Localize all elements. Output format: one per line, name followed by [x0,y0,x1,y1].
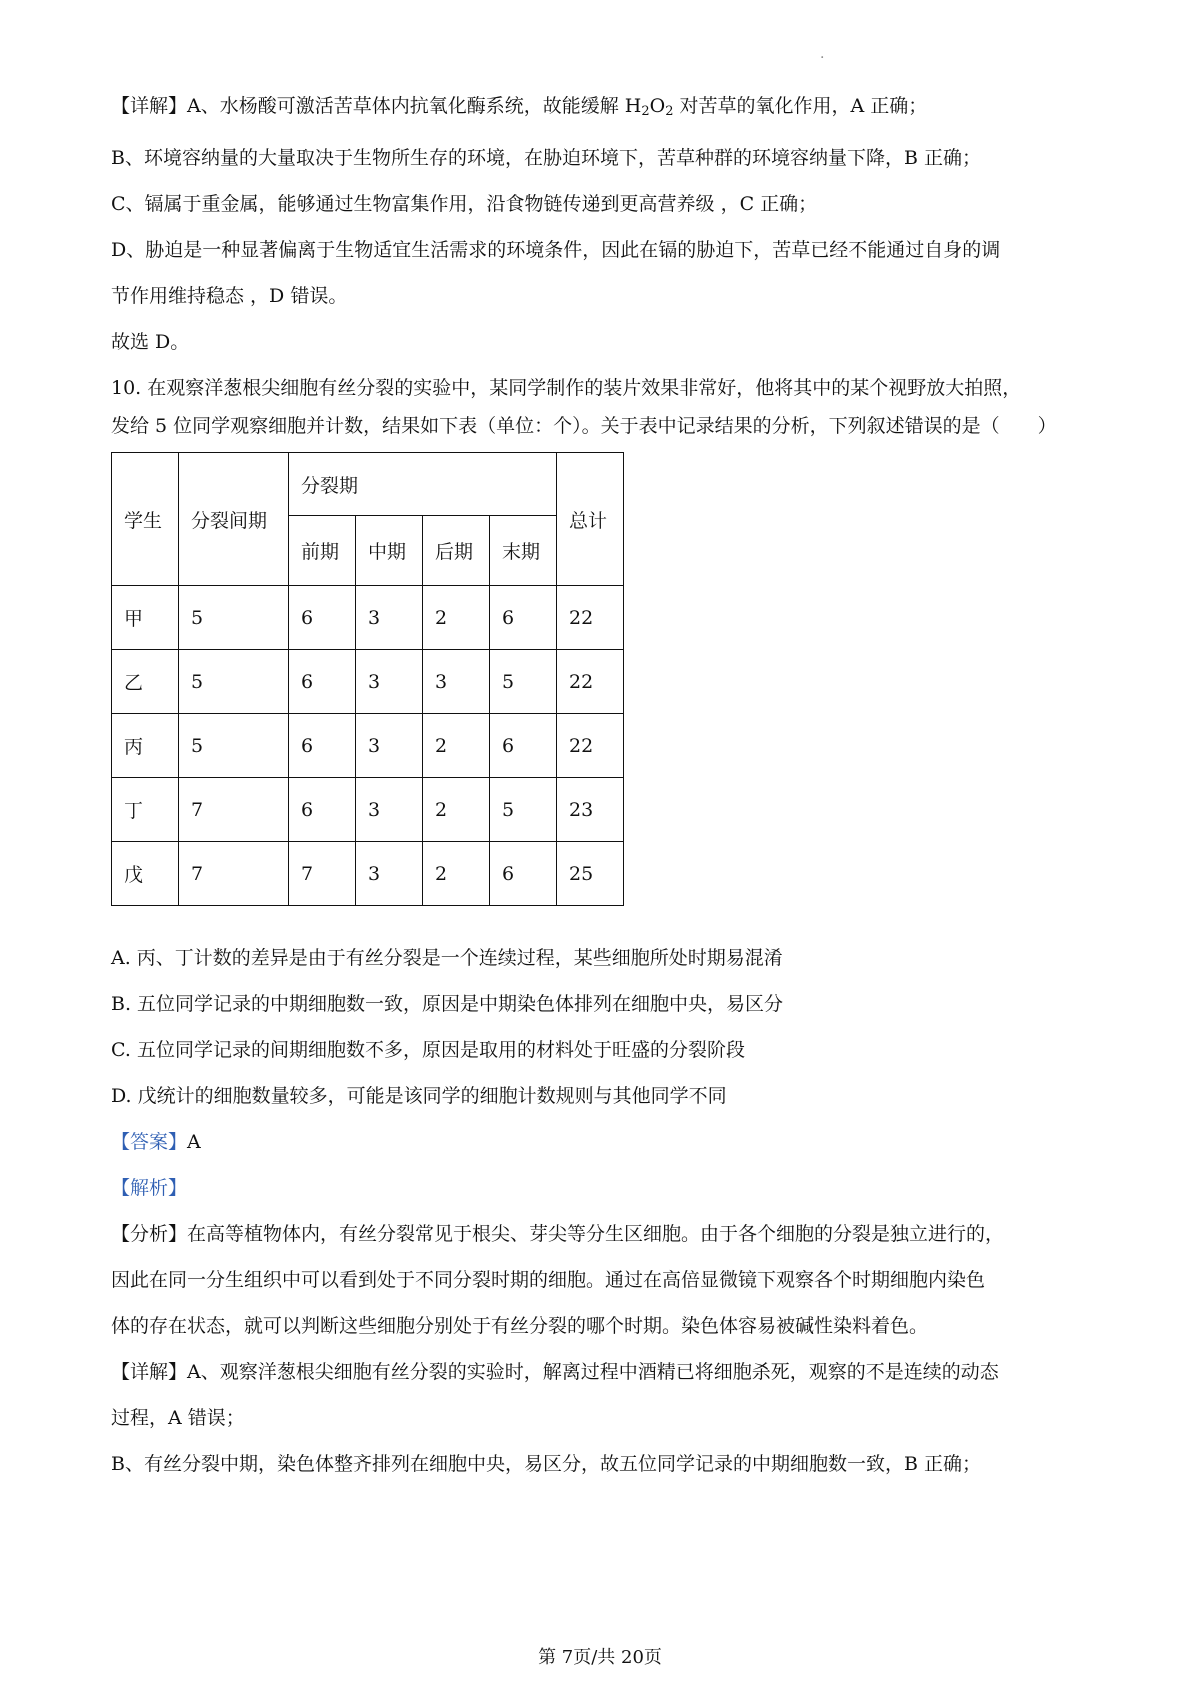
analysis-detail-2: 过程，A 错误； [111,1407,245,1429]
answer: 【答案】A [111,1131,201,1153]
col-interphase: 分裂间期 [179,453,289,586]
analysis-1: 【分析】在高等植物体内，有丝分裂常见于根尖、芽尖等分生区细胞。由于各个细胞的分裂是独立进行的， [111,1223,1005,1245]
detail-d-1: D、胁迫是一种显著偏离于生物适宜生活需求的环境条件，因此在镉的胁迫下，苦草已经不能通过自身的调 [111,239,1001,261]
analysis-2: 因此在同一分生组织中可以看到处于不同分裂时期的细胞。通过在高倍显微镜下观察各个时期细胞内染色 [111,1269,986,1291]
col-student: 学生 [112,453,179,586]
table-row: 甲 5 6 3 2 6 22 [112,586,624,650]
page-number: 第 7页/共 20页 [538,1647,662,1668]
table-row: 丙 5 6 3 2 6 22 [112,714,624,778]
col-anaphase: 后期 [423,516,490,586]
col-total: 总计 [557,453,624,586]
table-row: 戊 7 7 3 2 6 25 [112,842,624,906]
scan-mark: · [820,50,825,66]
table-row: 丁 7 6 3 2 5 23 [112,778,624,842]
option-c: C. 五位同学记录的间期细胞数不多，原因是取用的材料处于旺盛的分裂阶段 [111,1039,745,1061]
analysis-detail-1: 【详解】A、观察洋葱根尖细胞有丝分裂的实验时，解离过程中酒精已将细胞杀死，观察的不是连续的动态 [111,1361,999,1383]
option-d: D. 戊统计的细胞数量较多，可能是该同学的细胞计数规则与其他同学不同 [111,1085,727,1107]
col-prophase: 前期 [289,516,356,586]
analysis-3: 体的存在状态，就可以判断这些细胞分别处于有丝分裂的哪个时期。染色体容易被碱性染料着色。 [111,1315,929,1337]
col-mitosis: 分裂期 [289,453,557,516]
page-content [111,92,1096,1478]
question-10-line2: 发给 5 位同学观察细胞并计数，结果如下表（单位：个）。关于表中记录结果的分析，下列叙述错误的是（ ） [111,415,1057,437]
question-10-line1: 10. 在观察洋葱根尖细胞有丝分裂的实验中，某同学制作的装片效果非常好，他将其中的某个视野放大拍照， [111,377,1022,399]
detail-d-2: 节作用维持稳态 ，D 错误。 [111,285,348,307]
col-metaphase: 中期 [356,516,423,586]
analysis-heading: 【解析】 [111,1177,188,1199]
detail-b: B、环境容纳量的大量取决于生物所生存的环境，在胁迫环境下，苦草种群的环境容纳量下降，B 正确； [111,147,981,169]
detail-c: C、镉属于重金属，能够通过生物富集作用，沿食物链传递到更高营养级 ，C 正确； [111,193,818,215]
option-a: A. 丙、丁计数的差异是由于有丝分裂是一个连续过程，某些细胞所处时期易混淆 [111,947,783,969]
answer-label: 【答案】 [111,1131,188,1153]
option-b: B. 五位同学记录的中期细胞数一致，原因是中期染色体排列在细胞中央，易区分 [111,993,784,1015]
analysis-detail-3: B、有丝分裂中期，染色体整齐排列在细胞中央，易区分，故五位同学记录的中期细胞数一致，B 正确； [111,1453,981,1475]
table-row: 乙 5 6 3 3 5 22 [112,650,624,714]
col-telophase: 末期 [490,516,557,586]
choose-d: 故选 D。 [111,331,190,353]
detail-a: 【详解】A、水杨酸可激活苦草体内抗氧化酶系统，故能缓解 $H_2O_2$ 对苦草的氧化作用，A 正确； [111,95,928,119]
cell-count-table [111,452,624,906]
